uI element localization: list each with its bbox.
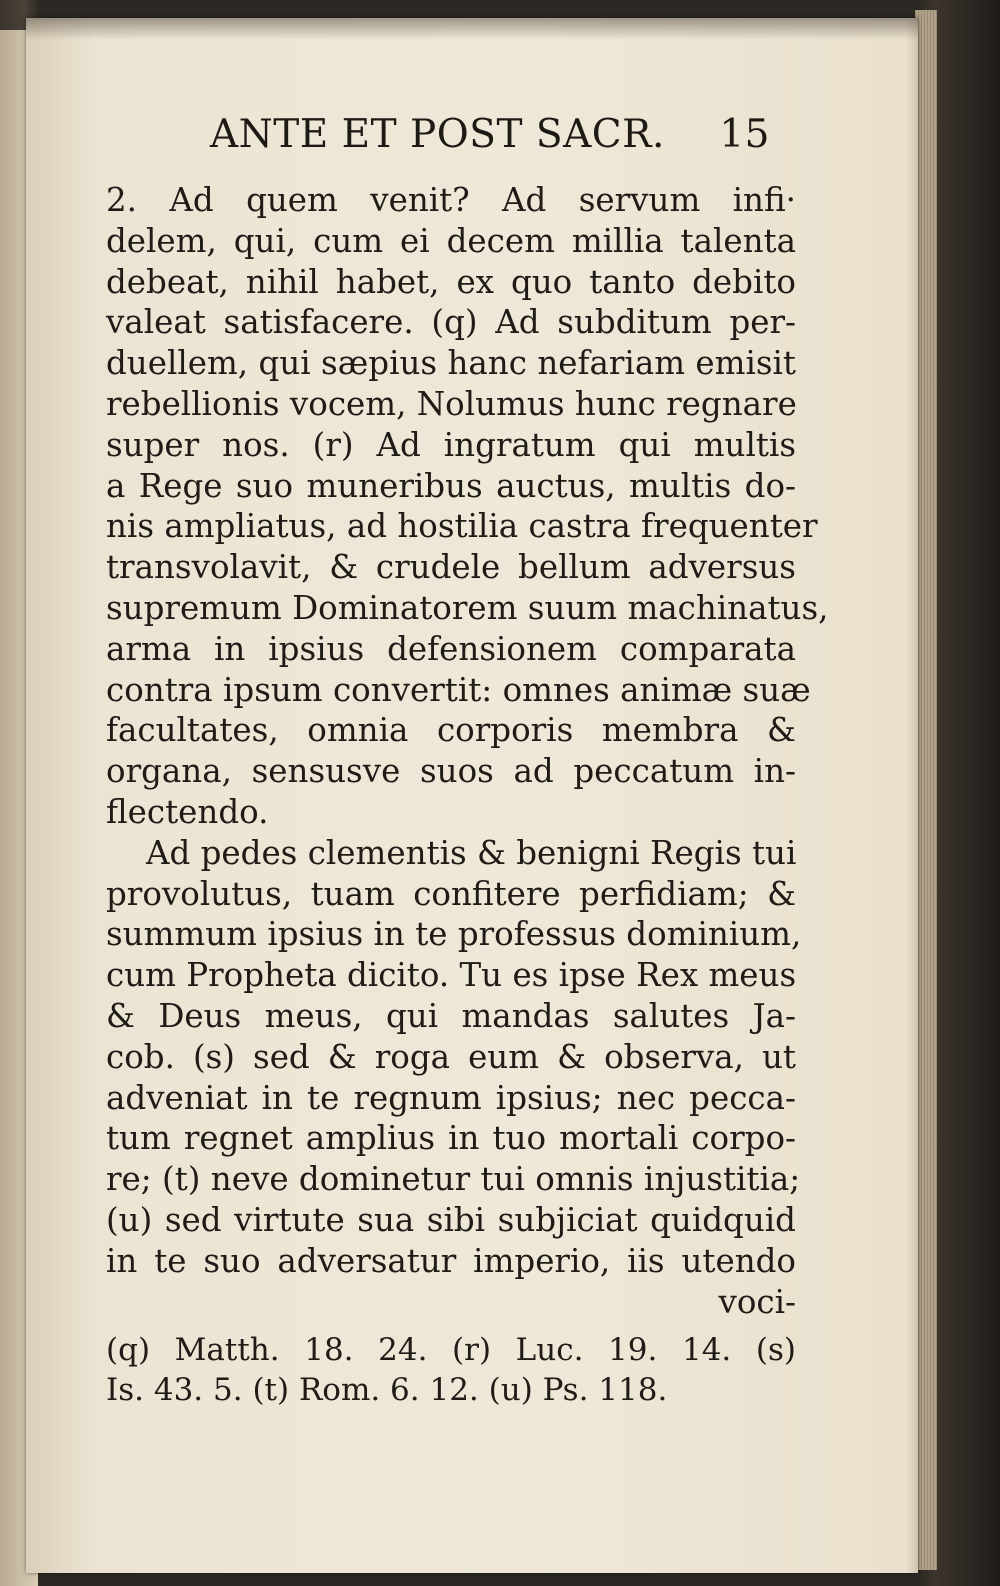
text-line: rebellionis vocem, Nolumus hunc regnare — [106, 384, 797, 423]
footnote-line: Is. 43. 5. (t) Rom. 6. 12. (u) Ps. 118. — [106, 1372, 668, 1408]
text-line: Ad pedes clementis & benigni Regis tui — [146, 833, 797, 872]
footnote-line: (q) Matth. 18. 24. (r) Luc. 19. 14. (s) — [106, 1332, 796, 1368]
text-line: cob. (s) sed & roga eum & observa, ut — [106, 1037, 796, 1076]
text-line: summum ipsius in te professus dominium, — [106, 915, 802, 954]
text-line: tum regnet amplius in tuo mortali corpo- — [106, 1119, 796, 1158]
text-line: re; (t) neve dominetur tui omnis injustitia; — [106, 1160, 801, 1199]
text-line: in te suo adversatur imperio, iis utendo — [106, 1241, 796, 1280]
text-line: cum Propheta dicito. Tu es ipse Rex meus — [106, 956, 797, 995]
page-number: 15 — [719, 112, 770, 157]
body-text — [106, 180, 829, 1322]
text-line: arma in ipsius defensionem comparata — [106, 629, 796, 668]
text-line: duellem, qui sæpius hanc nefariam emisit — [106, 344, 796, 383]
text-line: adveniat in te regnum ipsius; nec pecca- — [106, 1078, 796, 1117]
footnotes — [106, 1330, 796, 1410]
page-shadow — [26, 18, 918, 40]
text-line: flectendo. — [106, 792, 269, 831]
text-line: supremum Dominatorem suum machinatus, — [106, 588, 829, 627]
text-line: contra ipsum convertit: omnes animæ suæ — [106, 670, 811, 709]
text-line: & Deus meus, qui mandas salutes Ja- — [106, 996, 796, 1035]
text-line: transvolavit, & crudele bellum adversus — [106, 548, 796, 587]
catchword: voci- — [718, 1282, 796, 1321]
text-line: delem, qui, cum ei decem millia talenta — [106, 221, 796, 260]
text-line: nis ampliatus, ad hostilia castra frequenter — [106, 507, 818, 546]
running-title: ANTE ET POST SACR. — [210, 112, 665, 157]
text-line: facultates, omnia corporis membra & — [106, 711, 796, 750]
text-line: provolutus, tuam confitere perfidiam; & — [106, 874, 796, 913]
running-header — [210, 112, 770, 162]
text-line: 2. Ad quem venit? Ad servum infi· — [106, 181, 796, 219]
text-line: a Rege suo muneribus auctus, multis do- — [106, 466, 796, 505]
text-line: (u) sed virtute sua sibi subjiciat quidquid — [106, 1200, 796, 1239]
text-line: organa, sensusve suos ad peccatum in- — [106, 752, 796, 791]
text-line: valeat satisfacere. (q) Ad subditum per- — [106, 303, 796, 342]
page-block-edges — [915, 10, 937, 1570]
text-line: debeat, nihil habet, ex quo tanto debito — [106, 262, 796, 301]
text-line: super nos. (r) Ad ingratum qui multis — [106, 425, 796, 464]
